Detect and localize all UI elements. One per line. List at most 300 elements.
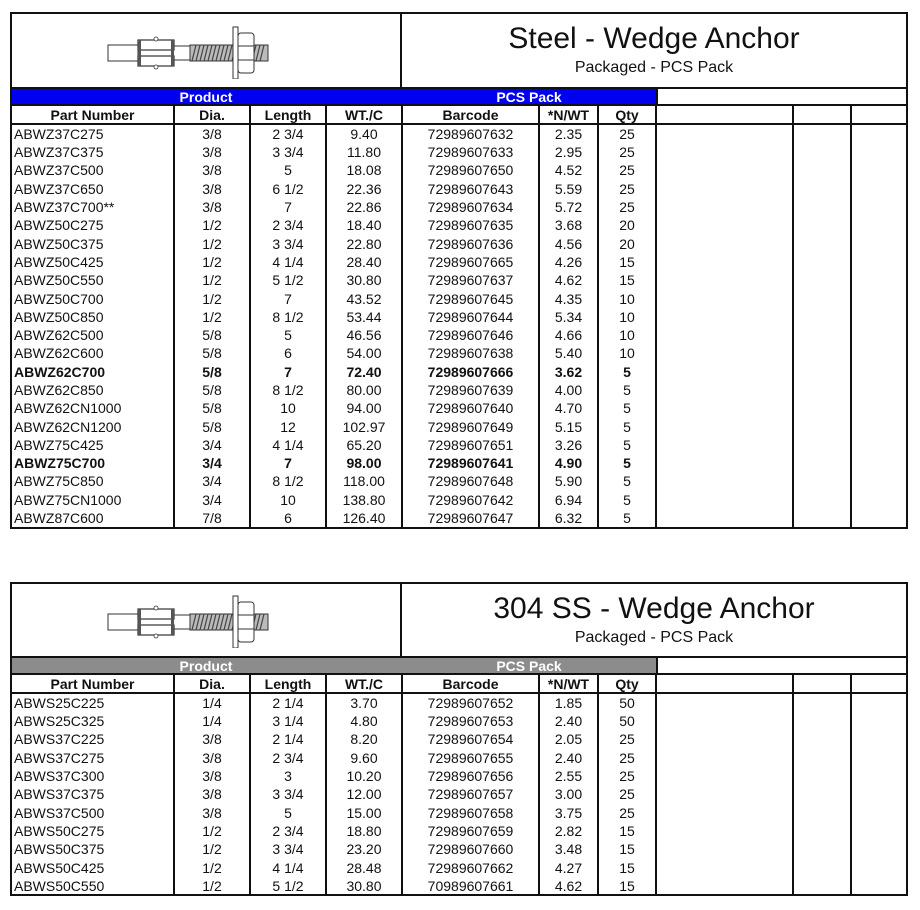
cell-barcode: 72989607639 xyxy=(402,381,539,399)
cell-empty xyxy=(793,472,851,490)
column-header: Barcode xyxy=(402,675,539,693)
cell-empty xyxy=(851,712,906,730)
band-product: Product xyxy=(12,89,402,104)
cell-nwt: 2.82 xyxy=(539,822,598,840)
cell-qty: 15 xyxy=(598,877,656,895)
cell-empty xyxy=(851,509,906,527)
cell-empty xyxy=(793,363,851,381)
cell-empty xyxy=(793,124,851,143)
product-image xyxy=(12,584,402,656)
table-row xyxy=(12,399,906,417)
column-header: *N/WT xyxy=(539,106,598,124)
cell-wt: 10.20 xyxy=(326,767,402,785)
cell-barcode: 72989607653 xyxy=(402,712,539,730)
cell-empty xyxy=(793,712,851,730)
cell-nwt: 4.66 xyxy=(539,326,598,344)
cell-part: ABWZ37C700** xyxy=(12,198,174,216)
cell-length: 5 1/2 xyxy=(250,877,326,895)
cell-qty: 5 xyxy=(598,472,656,490)
cell-wt: 22.36 xyxy=(326,180,402,198)
cell-part: ABWS50C275 xyxy=(12,822,174,840)
cell-empty xyxy=(851,216,906,234)
cell-barcode: 72989607650 xyxy=(402,161,539,179)
table-row xyxy=(12,363,906,381)
cell-wt: 72.40 xyxy=(326,363,402,381)
cell-wt: 22.86 xyxy=(326,198,402,216)
cell-empty xyxy=(793,289,851,307)
cell-nwt: 2.40 xyxy=(539,749,598,767)
column-header: Qty xyxy=(598,106,656,124)
cell-barcode: 72989607655 xyxy=(402,749,539,767)
cell-dia: 3/8 xyxy=(174,124,250,143)
cell-qty: 15 xyxy=(598,271,656,289)
cell-empty xyxy=(793,253,851,271)
cell-barcode: 72989607642 xyxy=(402,491,539,509)
table-row xyxy=(12,472,906,490)
cell-qty: 25 xyxy=(598,143,656,161)
cell-part: ABWZ37C500 xyxy=(12,161,174,179)
table-title: 304 SS - Wedge Anchor xyxy=(493,592,815,625)
cell-barcode: 72989607632 xyxy=(402,124,539,143)
cell-qty: 15 xyxy=(598,253,656,271)
cell-empty xyxy=(851,693,906,712)
cell-part: ABWZ50C425 xyxy=(12,253,174,271)
cell-empty xyxy=(793,381,851,399)
cell-dia: 3/4 xyxy=(174,472,250,490)
cell-barcode: 72989607654 xyxy=(402,730,539,748)
cell-qty: 15 xyxy=(598,858,656,876)
cell-empty xyxy=(793,436,851,454)
table-row xyxy=(12,198,906,216)
cell-empty xyxy=(656,417,793,435)
cell-part: ABWZ75CN1000 xyxy=(12,491,174,509)
cell-empty xyxy=(656,840,793,858)
cell-dia: 3/8 xyxy=(174,198,250,216)
cell-empty xyxy=(793,822,851,840)
cell-empty xyxy=(851,143,906,161)
cell-barcode: 72989607656 xyxy=(402,767,539,785)
cell-empty xyxy=(793,693,851,712)
table-row xyxy=(12,491,906,509)
cell-length: 2 1/4 xyxy=(250,693,326,712)
cell-wt: 9.40 xyxy=(326,124,402,143)
cell-part: ABWZ50C700 xyxy=(12,289,174,307)
cell-empty xyxy=(793,491,851,509)
cell-barcode: 72989607646 xyxy=(402,326,539,344)
cell-part: ABWZ75C425 xyxy=(12,436,174,454)
cell-empty xyxy=(851,436,906,454)
section-band xyxy=(12,658,906,675)
cell-wt: 53.44 xyxy=(326,308,402,326)
cell-nwt: 4.35 xyxy=(539,289,598,307)
cell-part: ABWZ50C550 xyxy=(12,271,174,289)
cell-part: ABWS25C325 xyxy=(12,712,174,730)
cell-empty xyxy=(851,161,906,179)
cell-part: ABWZ62C600 xyxy=(12,344,174,362)
cell-nwt: 4.52 xyxy=(539,161,598,179)
cell-empty xyxy=(851,308,906,326)
cell-empty xyxy=(656,344,793,362)
section-band xyxy=(12,89,906,106)
cell-barcode: 72989607658 xyxy=(402,803,539,821)
table-row xyxy=(12,436,906,454)
cell-length: 10 xyxy=(250,491,326,509)
cell-dia: 3/4 xyxy=(174,491,250,509)
cell-length: 4 1/4 xyxy=(250,436,326,454)
steel-wedge-anchor-table xyxy=(10,12,908,529)
cell-wt: 18.80 xyxy=(326,822,402,840)
cell-dia: 3/4 xyxy=(174,454,250,472)
table-subtitle: Packaged - PCS Pack xyxy=(574,59,734,76)
cell-length: 6 xyxy=(250,344,326,362)
column-header: *N/WT xyxy=(539,675,598,693)
cell-empty xyxy=(793,143,851,161)
cell-part: ABWS50C375 xyxy=(12,840,174,858)
cell-empty xyxy=(656,399,793,417)
cell-empty xyxy=(793,271,851,289)
cell-dia: 1/2 xyxy=(174,858,250,876)
cell-dia: 1/4 xyxy=(174,693,250,712)
table-row xyxy=(12,180,906,198)
band-pcs-pack: PCS Pack xyxy=(402,89,656,104)
cell-qty: 5 xyxy=(598,399,656,417)
table-row xyxy=(12,308,906,326)
cell-empty xyxy=(851,840,906,858)
cell-wt: 126.40 xyxy=(326,509,402,527)
cell-length: 5 xyxy=(250,161,326,179)
cell-nwt: 2.35 xyxy=(539,124,598,143)
cell-dia: 5/8 xyxy=(174,363,250,381)
column-header: Dia. xyxy=(174,675,250,693)
cell-empty xyxy=(656,693,793,712)
cell-qty: 20 xyxy=(598,216,656,234)
cell-empty xyxy=(851,198,906,216)
column-header xyxy=(656,106,793,124)
cell-length: 3 3/4 xyxy=(250,840,326,858)
cell-empty xyxy=(656,858,793,876)
cell-nwt: 2.05 xyxy=(539,730,598,748)
cell-barcode: 72989607638 xyxy=(402,344,539,362)
cell-part: ABWZ37C275 xyxy=(12,124,174,143)
cell-dia: 1/2 xyxy=(174,840,250,858)
cell-barcode: 72989607643 xyxy=(402,180,539,198)
cell-length: 5 xyxy=(250,326,326,344)
cell-length: 12 xyxy=(250,417,326,435)
column-header: Length xyxy=(250,106,326,124)
cell-barcode: 72989607652 xyxy=(402,693,539,712)
table-row xyxy=(12,289,906,307)
cell-nwt: 4.62 xyxy=(539,877,598,895)
cell-nwt: 3.48 xyxy=(539,840,598,858)
cell-empty xyxy=(656,234,793,252)
cell-nwt: 3.68 xyxy=(539,216,598,234)
cell-qty: 5 xyxy=(598,436,656,454)
cell-nwt: 5.59 xyxy=(539,180,598,198)
cell-barcode: 72989607662 xyxy=(402,858,539,876)
cell-empty xyxy=(656,143,793,161)
cell-length: 3 3/4 xyxy=(250,143,326,161)
cell-empty xyxy=(851,454,906,472)
cell-nwt: 5.72 xyxy=(539,198,598,216)
cell-empty xyxy=(656,180,793,198)
cell-empty xyxy=(656,509,793,527)
cell-dia: 3/8 xyxy=(174,161,250,179)
table-row xyxy=(12,253,906,271)
cell-nwt: 5.15 xyxy=(539,417,598,435)
cell-qty: 50 xyxy=(598,693,656,712)
cell-length: 3 xyxy=(250,767,326,785)
cell-qty: 10 xyxy=(598,308,656,326)
band-empty xyxy=(656,89,906,104)
cell-qty: 10 xyxy=(598,326,656,344)
product-image xyxy=(12,14,402,87)
cell-dia: 5/8 xyxy=(174,381,250,399)
cell-empty xyxy=(793,767,851,785)
table-row xyxy=(12,858,906,876)
cell-qty: 15 xyxy=(598,840,656,858)
wedge-anchor-icon xyxy=(106,23,306,79)
cell-dia: 1/4 xyxy=(174,712,250,730)
cell-empty xyxy=(793,417,851,435)
cell-empty xyxy=(851,749,906,767)
cell-nwt: 6.94 xyxy=(539,491,598,509)
cell-length: 7 xyxy=(250,454,326,472)
table-subtitle: Packaged - PCS Pack xyxy=(574,629,734,646)
cell-empty xyxy=(656,730,793,748)
cell-wt: 22.80 xyxy=(326,234,402,252)
table-row xyxy=(12,822,906,840)
cell-length: 8 1/2 xyxy=(250,381,326,399)
cell-dia: 1/2 xyxy=(174,289,250,307)
cell-empty xyxy=(656,803,793,821)
cell-empty xyxy=(793,161,851,179)
cell-part: ABWS37C300 xyxy=(12,767,174,785)
cell-empty xyxy=(793,308,851,326)
cell-part: ABWS37C275 xyxy=(12,749,174,767)
table-row xyxy=(12,693,906,712)
table-row xyxy=(12,344,906,362)
column-header: Qty xyxy=(598,675,656,693)
cell-empty xyxy=(793,198,851,216)
cell-length: 5 xyxy=(250,803,326,821)
column-header: WT./C xyxy=(326,675,402,693)
cell-part: ABWZ75C700 xyxy=(12,454,174,472)
wedge-anchor-icon xyxy=(106,592,306,648)
cell-empty xyxy=(793,730,851,748)
cell-part: ABWZ62C850 xyxy=(12,381,174,399)
cell-qty: 5 xyxy=(598,363,656,381)
cell-empty xyxy=(793,180,851,198)
cell-empty xyxy=(851,491,906,509)
cell-barcode: 72989607645 xyxy=(402,289,539,307)
cell-qty: 25 xyxy=(598,198,656,216)
cell-nwt: 2.40 xyxy=(539,712,598,730)
table-row xyxy=(12,509,906,527)
cell-empty xyxy=(793,858,851,876)
column-header-row xyxy=(12,106,906,124)
cell-length: 8 1/2 xyxy=(250,308,326,326)
cell-barcode: 72989607659 xyxy=(402,822,539,840)
cell-part: ABWS37C375 xyxy=(12,785,174,803)
cell-wt: 9.60 xyxy=(326,749,402,767)
cell-part: ABWZ75C850 xyxy=(12,472,174,490)
cell-wt: 94.00 xyxy=(326,399,402,417)
cell-length: 7 xyxy=(250,289,326,307)
cell-length: 6 1/2 xyxy=(250,180,326,198)
cell-empty xyxy=(851,399,906,417)
cell-dia: 7/8 xyxy=(174,509,250,527)
cell-part: ABWZ50C375 xyxy=(12,234,174,252)
cell-nwt: 1.85 xyxy=(539,693,598,712)
cell-empty xyxy=(656,877,793,895)
table-row xyxy=(12,803,906,821)
column-header-row xyxy=(12,675,906,693)
cell-part: ABWZ50C275 xyxy=(12,216,174,234)
table-row xyxy=(12,216,906,234)
cell-nwt: 4.62 xyxy=(539,271,598,289)
cell-empty xyxy=(793,399,851,417)
cell-nwt: 4.56 xyxy=(539,234,598,252)
cell-wt: 28.48 xyxy=(326,858,402,876)
cell-empty xyxy=(851,858,906,876)
cell-wt: 18.08 xyxy=(326,161,402,179)
cell-empty xyxy=(851,381,906,399)
cell-qty: 25 xyxy=(598,767,656,785)
cell-dia: 3/4 xyxy=(174,436,250,454)
cell-empty xyxy=(656,749,793,767)
cell-barcode: 72989607641 xyxy=(402,454,539,472)
cell-empty xyxy=(851,253,906,271)
cell-nwt: 3.00 xyxy=(539,785,598,803)
cell-length: 7 xyxy=(250,363,326,381)
cell-nwt: 3.26 xyxy=(539,436,598,454)
table-row xyxy=(12,749,906,767)
cell-barcode: 72989607660 xyxy=(402,840,539,858)
cell-barcode: 72989607633 xyxy=(402,143,539,161)
cell-part: ABWS37C225 xyxy=(12,730,174,748)
cell-part: ABWZ62C500 xyxy=(12,326,174,344)
cell-nwt: 4.00 xyxy=(539,381,598,399)
cell-qty: 15 xyxy=(598,822,656,840)
cell-part: ABWS50C550 xyxy=(12,877,174,895)
cell-dia: 1/2 xyxy=(174,271,250,289)
cell-barcode: 72989607637 xyxy=(402,271,539,289)
cell-barcode: 70989607661 xyxy=(402,877,539,895)
cell-empty xyxy=(656,363,793,381)
cell-empty xyxy=(793,234,851,252)
column-header xyxy=(793,675,851,693)
cell-barcode: 72989607635 xyxy=(402,216,539,234)
cell-empty xyxy=(851,822,906,840)
cell-empty xyxy=(656,289,793,307)
cell-part: ABWS50C425 xyxy=(12,858,174,876)
cell-length: 6 xyxy=(250,509,326,527)
cell-part: ABWZ50C850 xyxy=(12,308,174,326)
cell-nwt: 5.40 xyxy=(539,344,598,362)
cell-barcode: 72989607657 xyxy=(402,785,539,803)
cell-empty xyxy=(851,363,906,381)
cell-wt: 98.00 xyxy=(326,454,402,472)
cell-dia: 1/2 xyxy=(174,822,250,840)
cell-empty xyxy=(656,216,793,234)
cell-barcode: 72989607644 xyxy=(402,308,539,326)
cell-empty xyxy=(793,749,851,767)
cell-qty: 25 xyxy=(598,730,656,748)
cell-empty xyxy=(793,785,851,803)
cell-empty xyxy=(851,180,906,198)
cell-empty xyxy=(656,436,793,454)
cell-qty: 25 xyxy=(598,785,656,803)
cell-wt: 65.20 xyxy=(326,436,402,454)
cell-empty xyxy=(656,271,793,289)
cell-nwt: 2.55 xyxy=(539,767,598,785)
cell-empty xyxy=(793,803,851,821)
cell-wt: 11.80 xyxy=(326,143,402,161)
cell-dia: 1/2 xyxy=(174,216,250,234)
column-header: Part Number xyxy=(12,106,174,124)
cell-qty: 5 xyxy=(598,491,656,509)
cell-length: 3 1/4 xyxy=(250,712,326,730)
cell-dia: 1/2 xyxy=(174,308,250,326)
cell-length: 2 1/4 xyxy=(250,730,326,748)
cell-nwt: 6.32 xyxy=(539,509,598,527)
cell-qty: 10 xyxy=(598,344,656,362)
table-row xyxy=(12,381,906,399)
cell-length: 3 3/4 xyxy=(250,785,326,803)
cell-wt: 15.00 xyxy=(326,803,402,821)
table-title: Steel - Wedge Anchor xyxy=(508,22,800,55)
parts-table xyxy=(12,675,906,895)
cell-barcode: 72989607634 xyxy=(402,198,539,216)
table-row xyxy=(12,840,906,858)
cell-dia: 1/2 xyxy=(174,253,250,271)
cell-wt: 80.00 xyxy=(326,381,402,399)
cell-empty xyxy=(793,216,851,234)
cell-empty xyxy=(656,161,793,179)
column-header xyxy=(851,675,906,693)
cell-empty xyxy=(793,877,851,895)
cell-empty xyxy=(851,803,906,821)
cell-empty xyxy=(851,877,906,895)
cell-empty xyxy=(656,308,793,326)
cell-empty xyxy=(656,198,793,216)
table-row xyxy=(12,326,906,344)
cell-empty xyxy=(656,253,793,271)
cell-wt: 12.00 xyxy=(326,785,402,803)
cell-wt: 46.56 xyxy=(326,326,402,344)
column-header: Part Number xyxy=(12,675,174,693)
cell-dia: 3/8 xyxy=(174,785,250,803)
cell-wt: 18.40 xyxy=(326,216,402,234)
cell-nwt: 2.95 xyxy=(539,143,598,161)
cell-barcode: 72989607640 xyxy=(402,399,539,417)
cell-empty xyxy=(656,124,793,143)
cell-part: ABWZ62CN1000 xyxy=(12,399,174,417)
cell-nwt: 5.90 xyxy=(539,472,598,490)
table-row xyxy=(12,124,906,143)
column-header xyxy=(656,675,793,693)
cell-qty: 25 xyxy=(598,180,656,198)
cell-empty xyxy=(656,454,793,472)
table-row xyxy=(12,417,906,435)
cell-length: 2 3/4 xyxy=(250,822,326,840)
column-header: Dia. xyxy=(174,106,250,124)
cell-qty: 5 xyxy=(598,381,656,399)
cell-barcode: 72989607651 xyxy=(402,436,539,454)
cell-nwt: 4.90 xyxy=(539,454,598,472)
cell-length: 2 3/4 xyxy=(250,749,326,767)
cell-empty xyxy=(851,234,906,252)
